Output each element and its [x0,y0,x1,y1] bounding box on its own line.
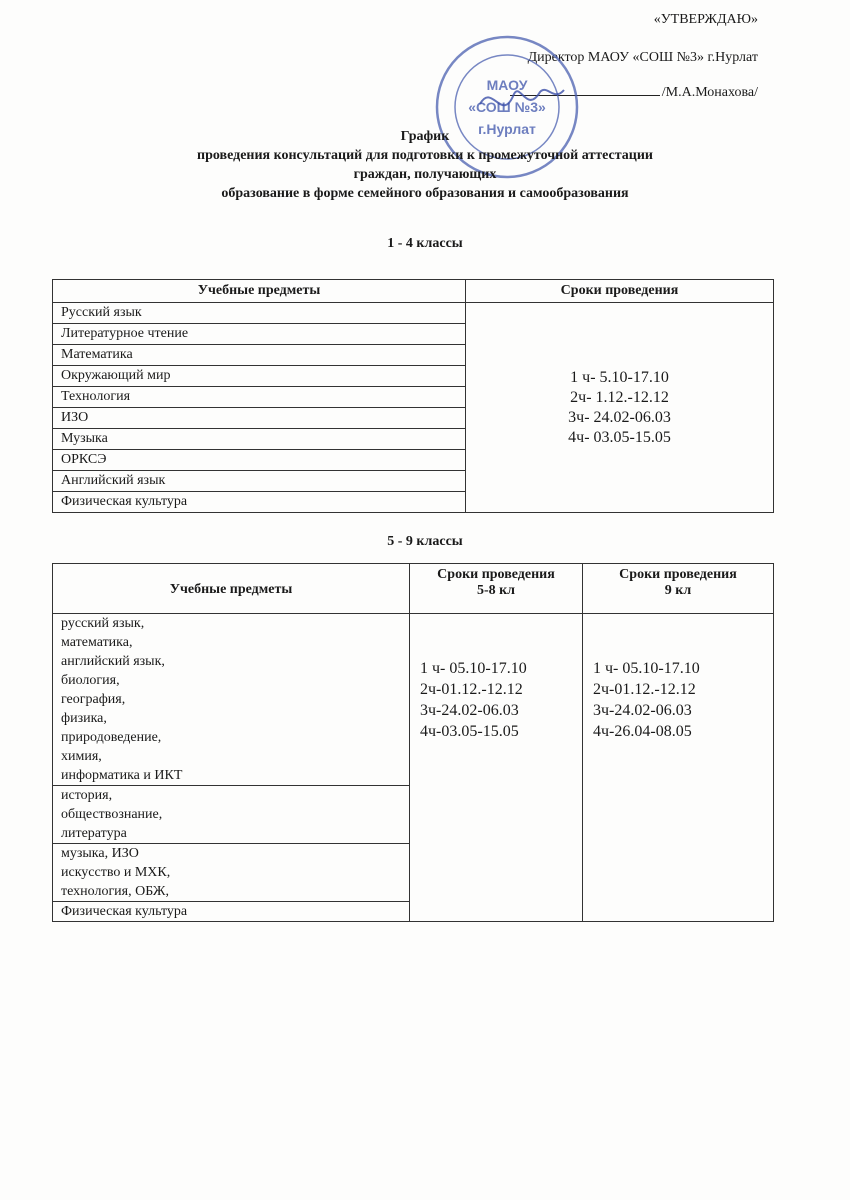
col-terms-9-line-1: Сроки проведения [619,567,737,582]
subject-item: обществознание, [61,807,163,822]
table-row [53,303,774,324]
subject-item: английский язык, [61,654,165,669]
subject-group-1 [53,614,410,786]
terms-9-cell [583,614,774,922]
table-grades-5-9 [52,563,774,922]
subject-group-3 [53,844,410,902]
subject-group-4 [53,902,410,922]
term-2: 2ч-01.12.-12.12 [420,681,523,698]
subject-cell: Русский язык [53,303,466,324]
subject-item: русский язык, [61,616,145,631]
stamp-line-3: г.Нурлат [478,121,536,137]
title-line-1: График [400,129,450,144]
subject-cell: Окружающий мир [53,366,466,387]
subject-cell: Математика [53,345,466,366]
title-line-4: образование в форме семейного образования и самообразования [221,186,629,201]
col-terms-9 [583,564,774,614]
term-3: 3ч-24.02-06.03 [420,702,519,719]
term-1: 1 ч- 5.10-17.10 [570,368,669,386]
col-terms-5-8-line-1: Сроки проведения [437,567,555,582]
term-3: 3ч- 24.02-06.03 [568,408,671,426]
subject-item: химия, [61,749,102,764]
term-4: 4ч-03.05-15.05 [420,723,519,740]
document-title [0,127,850,203]
table-header-row [53,280,774,303]
subject-item: технология, ОБЖ, [61,884,169,899]
term-4: 4ч- 03.05-15.05 [568,428,671,446]
col-terms-5-8 [410,564,583,614]
signature-name: /М.А.Монахова/ [661,85,758,100]
subject-cell: ИЗО [53,408,466,429]
subject-item: физика, [61,711,107,726]
col-subjects: Учебные предметы [53,280,466,303]
subject-cell: Физическая культура [53,492,466,513]
col-terms-5-8-line-2: 5-8 кл [476,583,516,598]
subject-item: биология, [61,673,120,688]
col-subjects: Учебные предметы [53,564,410,614]
section-1-heading: 1 - 4 классы [387,236,463,251]
table-header-row [53,564,774,614]
title-line-2: проведения консультаций для подготовки к промежуточной аттестации [197,148,653,163]
subject-item: литература [61,826,127,841]
terms-5-8-cell [410,614,583,922]
subject-item: Физическая культура [61,904,188,919]
term-1: 1 ч- 05.10-17.10 [593,660,700,677]
subject-item: география, [61,692,126,707]
subject-cell: Литературное чтение [53,324,466,345]
approval-heading: «УТВЕРЖДАЮ» [653,12,758,27]
col-terms: Сроки проведения [466,280,774,303]
term-4: 4ч-26.04-08.05 [593,723,692,740]
subject-group-2 [53,786,410,844]
subject-item: математика, [61,635,133,650]
subject-item: искусство и МХК, [61,865,171,880]
term-1: 1 ч- 05.10-17.10 [420,660,527,677]
subject-cell: Технология [53,387,466,408]
subject-cell: Музыка [53,429,466,450]
table-grades-1-4 [52,279,774,513]
stamp-line-2: «СОШ №3» [468,99,546,115]
subject-cell: Английский язык [53,471,466,492]
term-2: 2ч- 1.12.-12.12 [570,388,669,406]
subject-item: музыка, ИЗО [61,846,139,861]
stamp-line-1: МАОУ [486,77,528,93]
section-2-heading: 5 - 9 классы [387,534,463,549]
subject-cell: ОРКСЭ [53,450,466,471]
term-3: 3ч-24.02-06.03 [593,702,692,719]
term-2: 2ч-01.12.-12.12 [593,681,696,698]
table-row [53,614,774,786]
title-line-3: граждан, получающих [353,167,497,182]
subject-item: природоведение, [61,730,162,745]
terms-cell [466,303,774,513]
col-terms-9-line-2: 9 кл [664,583,692,598]
approval-position: Директор МАОУ «СОШ №3» г.Нурлат [527,50,758,65]
subject-item: информатика и ИКТ [61,768,183,783]
subject-item: история, [61,788,113,803]
